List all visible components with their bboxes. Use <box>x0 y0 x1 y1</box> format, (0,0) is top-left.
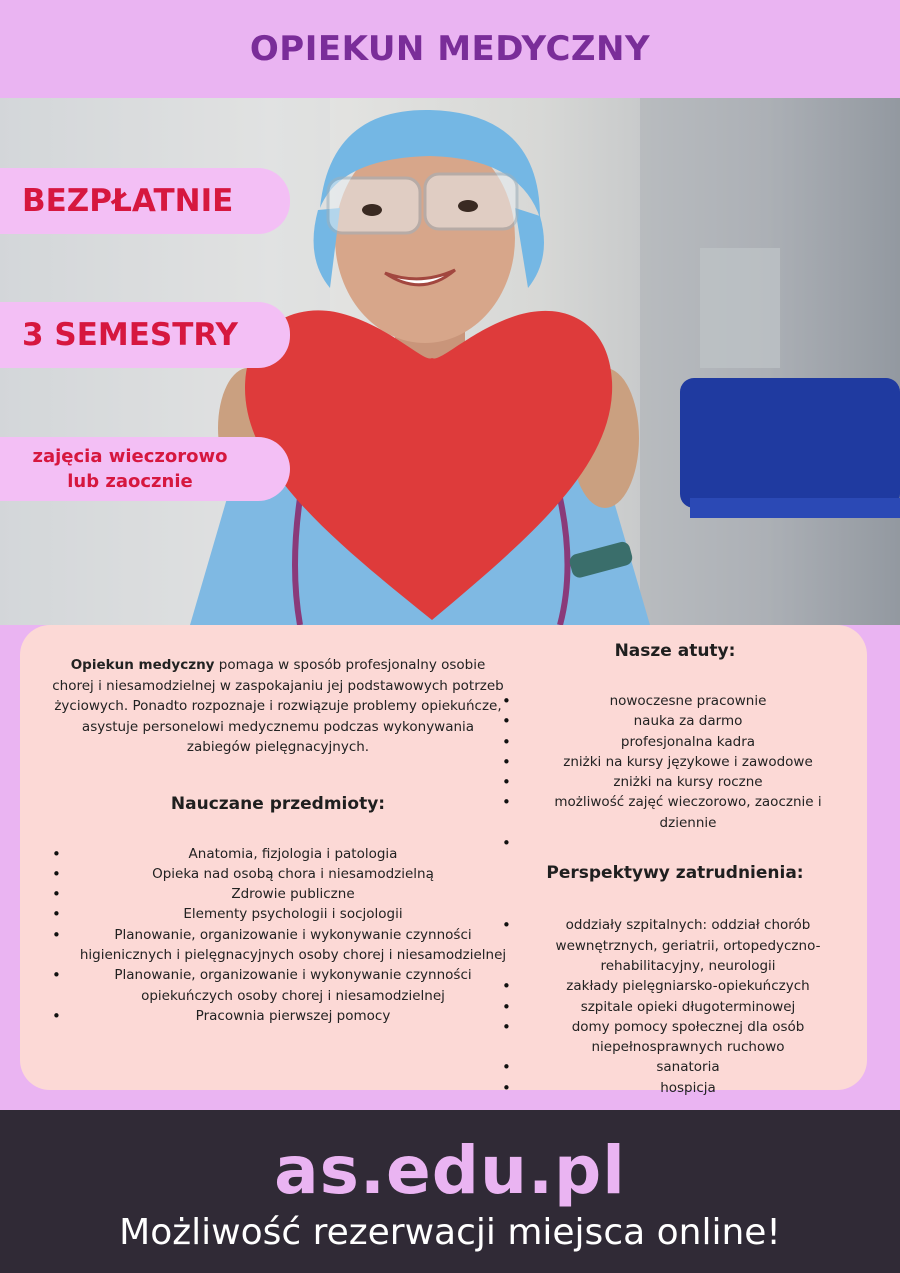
list-item: • zakłady pielęgniarsko-opiekuńczych <box>505 976 845 996</box>
list-item: • hospicja <box>505 1078 845 1098</box>
footer-bar <box>0 1110 900 1273</box>
list-item: • szpitale opieki długoterminowej <box>505 997 845 1017</box>
intro-paragraph <box>48 655 508 758</box>
intro-bold: Opiekun medyczny <box>70 657 215 673</box>
list-item: • domy pomocy społecznej dla osób niepełnosprawnych ruchowo <box>505 1017 845 1058</box>
list-item: • możliwość zajęć wieczorowo, zaocznie i dziennie <box>505 792 845 833</box>
badge-semesters <box>0 302 290 368</box>
list-item: • Planowanie, organizowanie i wykonywanie czynności opiekuńczych osoby chorej i niesamodzielnej <box>48 965 508 1006</box>
list-item: • zniżki na kursy językowe i zawodowe <box>505 752 845 772</box>
list-item: • Zdrowie publiczne <box>48 884 508 904</box>
left-column <box>48 655 508 1026</box>
badge-free-text: BEZPŁATNIE <box>22 183 234 219</box>
online-booking-cta: Możliwość rezerwacji miejsca online! <box>119 1212 781 1253</box>
info-card <box>20 625 867 1096</box>
list-item: • Opieka nad osobą chora i niesamodzielną <box>48 864 508 884</box>
list-item: • nowoczesne pracownie <box>505 691 845 711</box>
list-item: • nauka za darmo <box>505 711 845 731</box>
list-item: • Elementy psychologii i socjologii <box>48 904 508 924</box>
badge-free <box>0 168 290 234</box>
list-item: • Anatomia, fizjologia i patologia <box>48 844 508 864</box>
prospects-heading: Perspektywy zatrudnienia: <box>546 863 804 884</box>
badge-schedule-line1: zajęcia wieczorowo <box>32 445 228 467</box>
list-item: • profesjonalna kadra <box>505 732 845 752</box>
list-item: • zniżki na kursy roczne <box>505 772 845 792</box>
badge-schedule-line2: lub zaocznie <box>67 471 193 492</box>
badge-schedule <box>0 437 290 501</box>
subjects-heading: Nauczane przedmioty: <box>170 793 386 814</box>
right-column <box>505 637 845 1098</box>
advantages-heading: Nasze atuty: <box>614 641 736 661</box>
list-item: • sanatoria <box>505 1057 845 1077</box>
website-link[interactable]: as.edu.pl <box>274 1132 626 1209</box>
page-title: OPIEKUN MEDYCZNY <box>249 29 651 69</box>
list-item: • Planowanie, organizowanie i wykonywanie czynności higienicznych i pielęgnacyjnych osoby chorej i niesamodzielnej <box>48 925 508 966</box>
list-item: • oddziały szpitalnych: oddział chorób wewnętrznych, geriatrii, ortopedyczno-rehabilitacyjny, neurologii <box>505 915 845 976</box>
advantages-list <box>505 691 845 853</box>
list-item: • Pracownia pierwszej pomocy <box>48 1006 508 1026</box>
list-item <box>505 833 845 853</box>
subjects-list <box>48 844 508 1027</box>
intro-text: pomaga w sposób profesjonalny osobie chorej i niesamodzielnej w zaspokajaniu jej podstawowych potrzeb życiowych. Ponadto rozpoznaje i rozwiązuje problemy opiekuńcze, asystuje personelowi medycznemu podczas wykonywania zabiegów pielęgnacyjnych. <box>52 657 504 755</box>
header-bar <box>0 0 900 98</box>
badge-semesters-text: 3 SEMESTRY <box>22 317 238 353</box>
prospects-list <box>505 915 845 1098</box>
